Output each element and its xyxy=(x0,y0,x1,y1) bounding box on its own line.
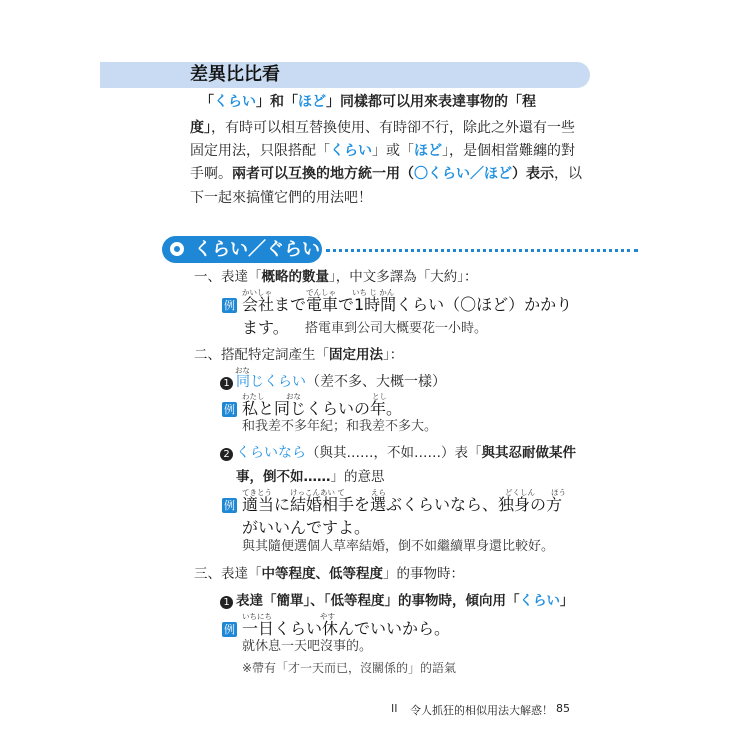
intro-text: ，以 xyxy=(554,166,582,182)
example-sentence: 会社まで電車で1時間くらい（〇ほど）かかり xyxy=(242,295,573,314)
intro-line-4 xyxy=(190,164,582,184)
intro-text: ，有時可以相互替換使用、有時卻不行，除此之外還有一些 xyxy=(211,120,575,136)
subpoint-text: 」、「 xyxy=(303,593,331,609)
subpoint-heading xyxy=(236,444,576,462)
ruby: おな xyxy=(235,366,250,375)
ruby: いち じ かん xyxy=(352,288,395,297)
subpoint-keyword: 事，倒不如…… xyxy=(236,469,331,485)
subpoint-keyword: 簡單 xyxy=(276,593,304,609)
intro-text: 」或「 xyxy=(372,143,414,159)
point-text: 三、表達「 xyxy=(194,566,262,582)
intro-text: 固定用法，只限搭配「 xyxy=(190,143,330,159)
point-3-heading xyxy=(194,565,464,583)
subpoint-text: 」的意思 xyxy=(330,469,385,485)
subpoint-keyword: 低等程度 xyxy=(330,593,385,609)
subpoint-keyword: 同じくらい xyxy=(236,374,306,390)
subpoint-text: 」的事物時，傾向用「 xyxy=(384,593,520,609)
chapter-mark: II xyxy=(391,702,398,715)
intro-text: 兩者可以互換的地方統一用（ xyxy=(232,166,414,182)
subpoint-text: （差不多、大概一樣） xyxy=(306,374,446,390)
page-title: 差異比比看 xyxy=(190,64,280,85)
intro-text: 度」 xyxy=(190,120,211,136)
example-sentence-cont: ます。 xyxy=(242,318,289,337)
dotted-rule xyxy=(326,249,638,252)
point-keyword: 概略的數量 xyxy=(261,269,329,285)
example-sentence: 適当に結婚相手を選ぶくらいなら、独身の方 xyxy=(242,495,563,514)
point-2-heading xyxy=(194,346,403,364)
point-1-heading xyxy=(194,268,478,286)
point-text: 二、搭配特定詞產生「 xyxy=(194,347,329,363)
intro-keyword: ほど xyxy=(414,143,442,159)
point-text: 」的事物時： xyxy=(383,566,464,582)
number-badge: 2 xyxy=(220,448,233,461)
number-badge: 1 xyxy=(220,377,233,390)
subpoint-heading xyxy=(236,373,446,391)
ruby: どくしん xyxy=(505,488,535,497)
intro-line-2 xyxy=(190,118,575,138)
example-sentence: 私と同じくらいの年。 xyxy=(242,399,403,418)
subpoint-keyword: くらいなら xyxy=(236,445,306,461)
point-keyword: 固定用法 xyxy=(329,347,383,363)
ruby: やす xyxy=(320,612,335,621)
note-text: ※帶有「才一天而已，沒關係的」的語氣 xyxy=(242,661,457,675)
number-badge: 1 xyxy=(220,596,233,609)
subpoint-heading-cont xyxy=(236,468,385,486)
intro-line-3 xyxy=(190,141,575,161)
ruby: いちにち xyxy=(242,612,272,621)
subpoint-keyword: くらい xyxy=(519,593,560,609)
subpoint-keyword: 與其忍耐做某件 xyxy=(481,445,576,461)
example-translation: 和我差不多年紀；和我差不多大。 xyxy=(242,419,438,434)
intro-keyword: ほど xyxy=(298,94,326,110)
ruby: ほう xyxy=(551,488,566,497)
intro-text: 手啊。 xyxy=(190,166,232,182)
ruby: けっこんあい て xyxy=(290,488,345,497)
intro-text: 」，是個相當難纏的對 xyxy=(442,143,575,159)
ruby: えら xyxy=(371,488,386,497)
section-title: くらい／ぐらい xyxy=(194,239,320,260)
ruby: とし xyxy=(372,392,387,401)
example-translation: 與其隨便選個人草率結婚，倒不如繼續單身還比較好。 xyxy=(242,539,555,554)
ruby: かいしゃ xyxy=(242,288,272,297)
subpoint-text: 」 xyxy=(560,593,574,609)
intro-keyword: 〇くらい／ほど xyxy=(414,166,512,182)
intro-text: ）表示 xyxy=(512,166,554,182)
example-sentence-cont: がいいんですよ。 xyxy=(242,518,371,537)
subpoint-text: 表達「 xyxy=(236,593,277,609)
running-footer: 令人抓狂的相似用法大解惑！ xyxy=(410,704,553,717)
example-icon: 例 xyxy=(224,499,235,512)
example-sentence: 一日くらい休んでいいから。 xyxy=(242,619,451,638)
ruby: でんしゃ xyxy=(306,288,336,297)
subpoint-heading xyxy=(236,592,574,610)
intro-keyword: くらい xyxy=(214,94,256,110)
page-number: 85 xyxy=(556,702,570,715)
intro-text: 」同樣都可以用來表達事物的「程 xyxy=(326,94,536,110)
example-translation: 就休息一天吧沒事的。 xyxy=(242,639,373,654)
header-band xyxy=(100,62,590,88)
example-icon: 例 xyxy=(224,299,235,312)
ruby: わたし xyxy=(242,392,265,401)
intro-text: 「 xyxy=(200,94,214,110)
ruby: てきとう xyxy=(242,488,272,497)
ruby: おな xyxy=(286,392,301,401)
example-translation: 搭電車到公司大概要花一小時。 xyxy=(305,321,488,336)
intro-line-5: 下一起來搞懂它們的用法吧！ xyxy=(190,190,372,206)
intro-keyword: くらい xyxy=(330,143,372,159)
subpoint-text: （與其……，不如……）表「 xyxy=(306,445,482,461)
point-keyword: 中等程度、低等程度 xyxy=(261,566,383,582)
bullet-circle-inner xyxy=(174,246,180,252)
example-icon: 例 xyxy=(224,403,235,416)
intro-text: 」和「 xyxy=(256,94,298,110)
point-text: 」： xyxy=(383,347,404,363)
example-icon: 例 xyxy=(224,623,235,636)
intro-line-1 xyxy=(200,92,536,112)
point-text: 一、表達「 xyxy=(194,269,262,285)
point-text: 」，中文多譯為「大約」： xyxy=(329,269,478,285)
